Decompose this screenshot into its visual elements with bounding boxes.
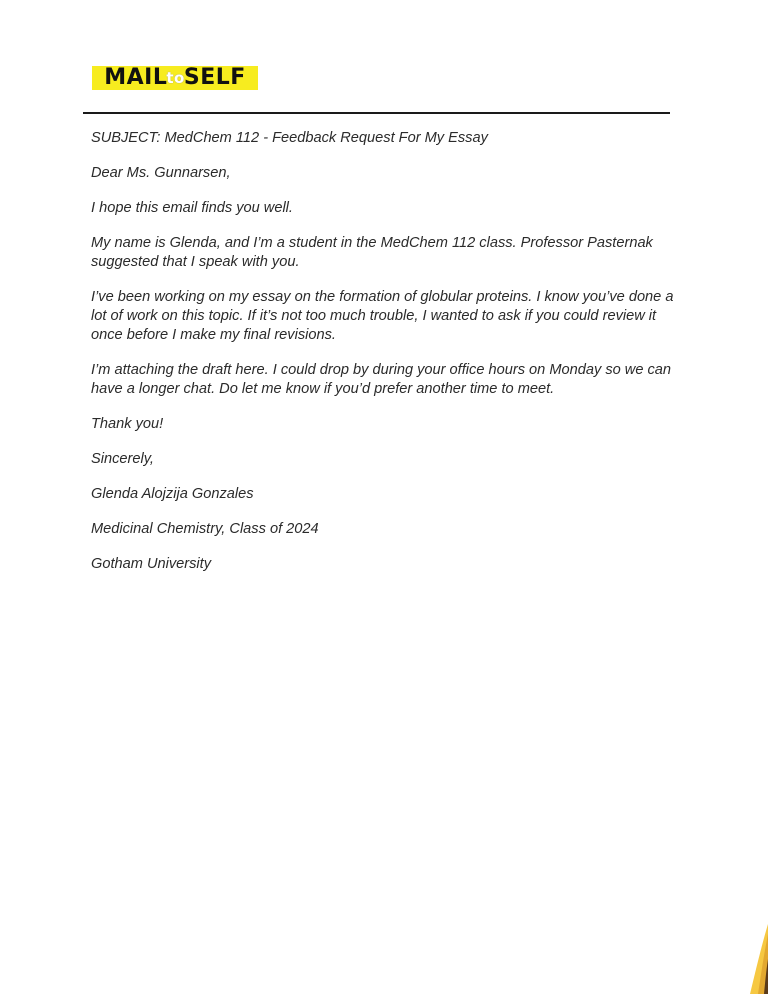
- corner-decoration: [728, 904, 768, 994]
- email-paragraph: My name is Glenda, and I’m a student in the MedChem 112 class. Professor Pasternak suggested that I speak with you.: [91, 235, 653, 270]
- signature-program: Medicinal Chemistry, Class of 2024: [91, 521, 319, 537]
- signature-school: Gotham University: [91, 556, 212, 572]
- email-sign-off: Sincerely,: [91, 451, 154, 467]
- logo-word-to: to: [166, 69, 185, 87]
- email-greeting: Dear Ms. Gunnarsen,: [91, 165, 231, 181]
- email-paragraph: I’ve been working on my essay on the formation of globular proteins. I know you’ve done a lot of work on this topic. If it’s not too much trouble, I wanted to ask if you could review it once before I make my final revisions.: [91, 289, 674, 343]
- logo-word-self: SELF: [183, 65, 246, 90]
- email-closing-thanks: Thank you!: [91, 416, 164, 432]
- email-template-body: [91, 129, 681, 590]
- mail-to-self-logo: [92, 66, 258, 90]
- email-paragraph: I hope this email finds you well.: [91, 200, 293, 216]
- signature-name: Glenda Alojzija Gonzales: [91, 486, 254, 502]
- header-divider: [83, 112, 670, 114]
- email-paragraph: I’m attaching the draft here. I could drop by during your office hours on Monday so we can have a longer chat. Do let me know if you’d prefer another time to meet.: [91, 362, 672, 397]
- logo-text: [104, 66, 246, 90]
- email-subject: SUBJECT: MedChem 112 - Feedback Request For My Essay: [91, 130, 488, 146]
- logo-word-mail: MAIL: [104, 65, 168, 90]
